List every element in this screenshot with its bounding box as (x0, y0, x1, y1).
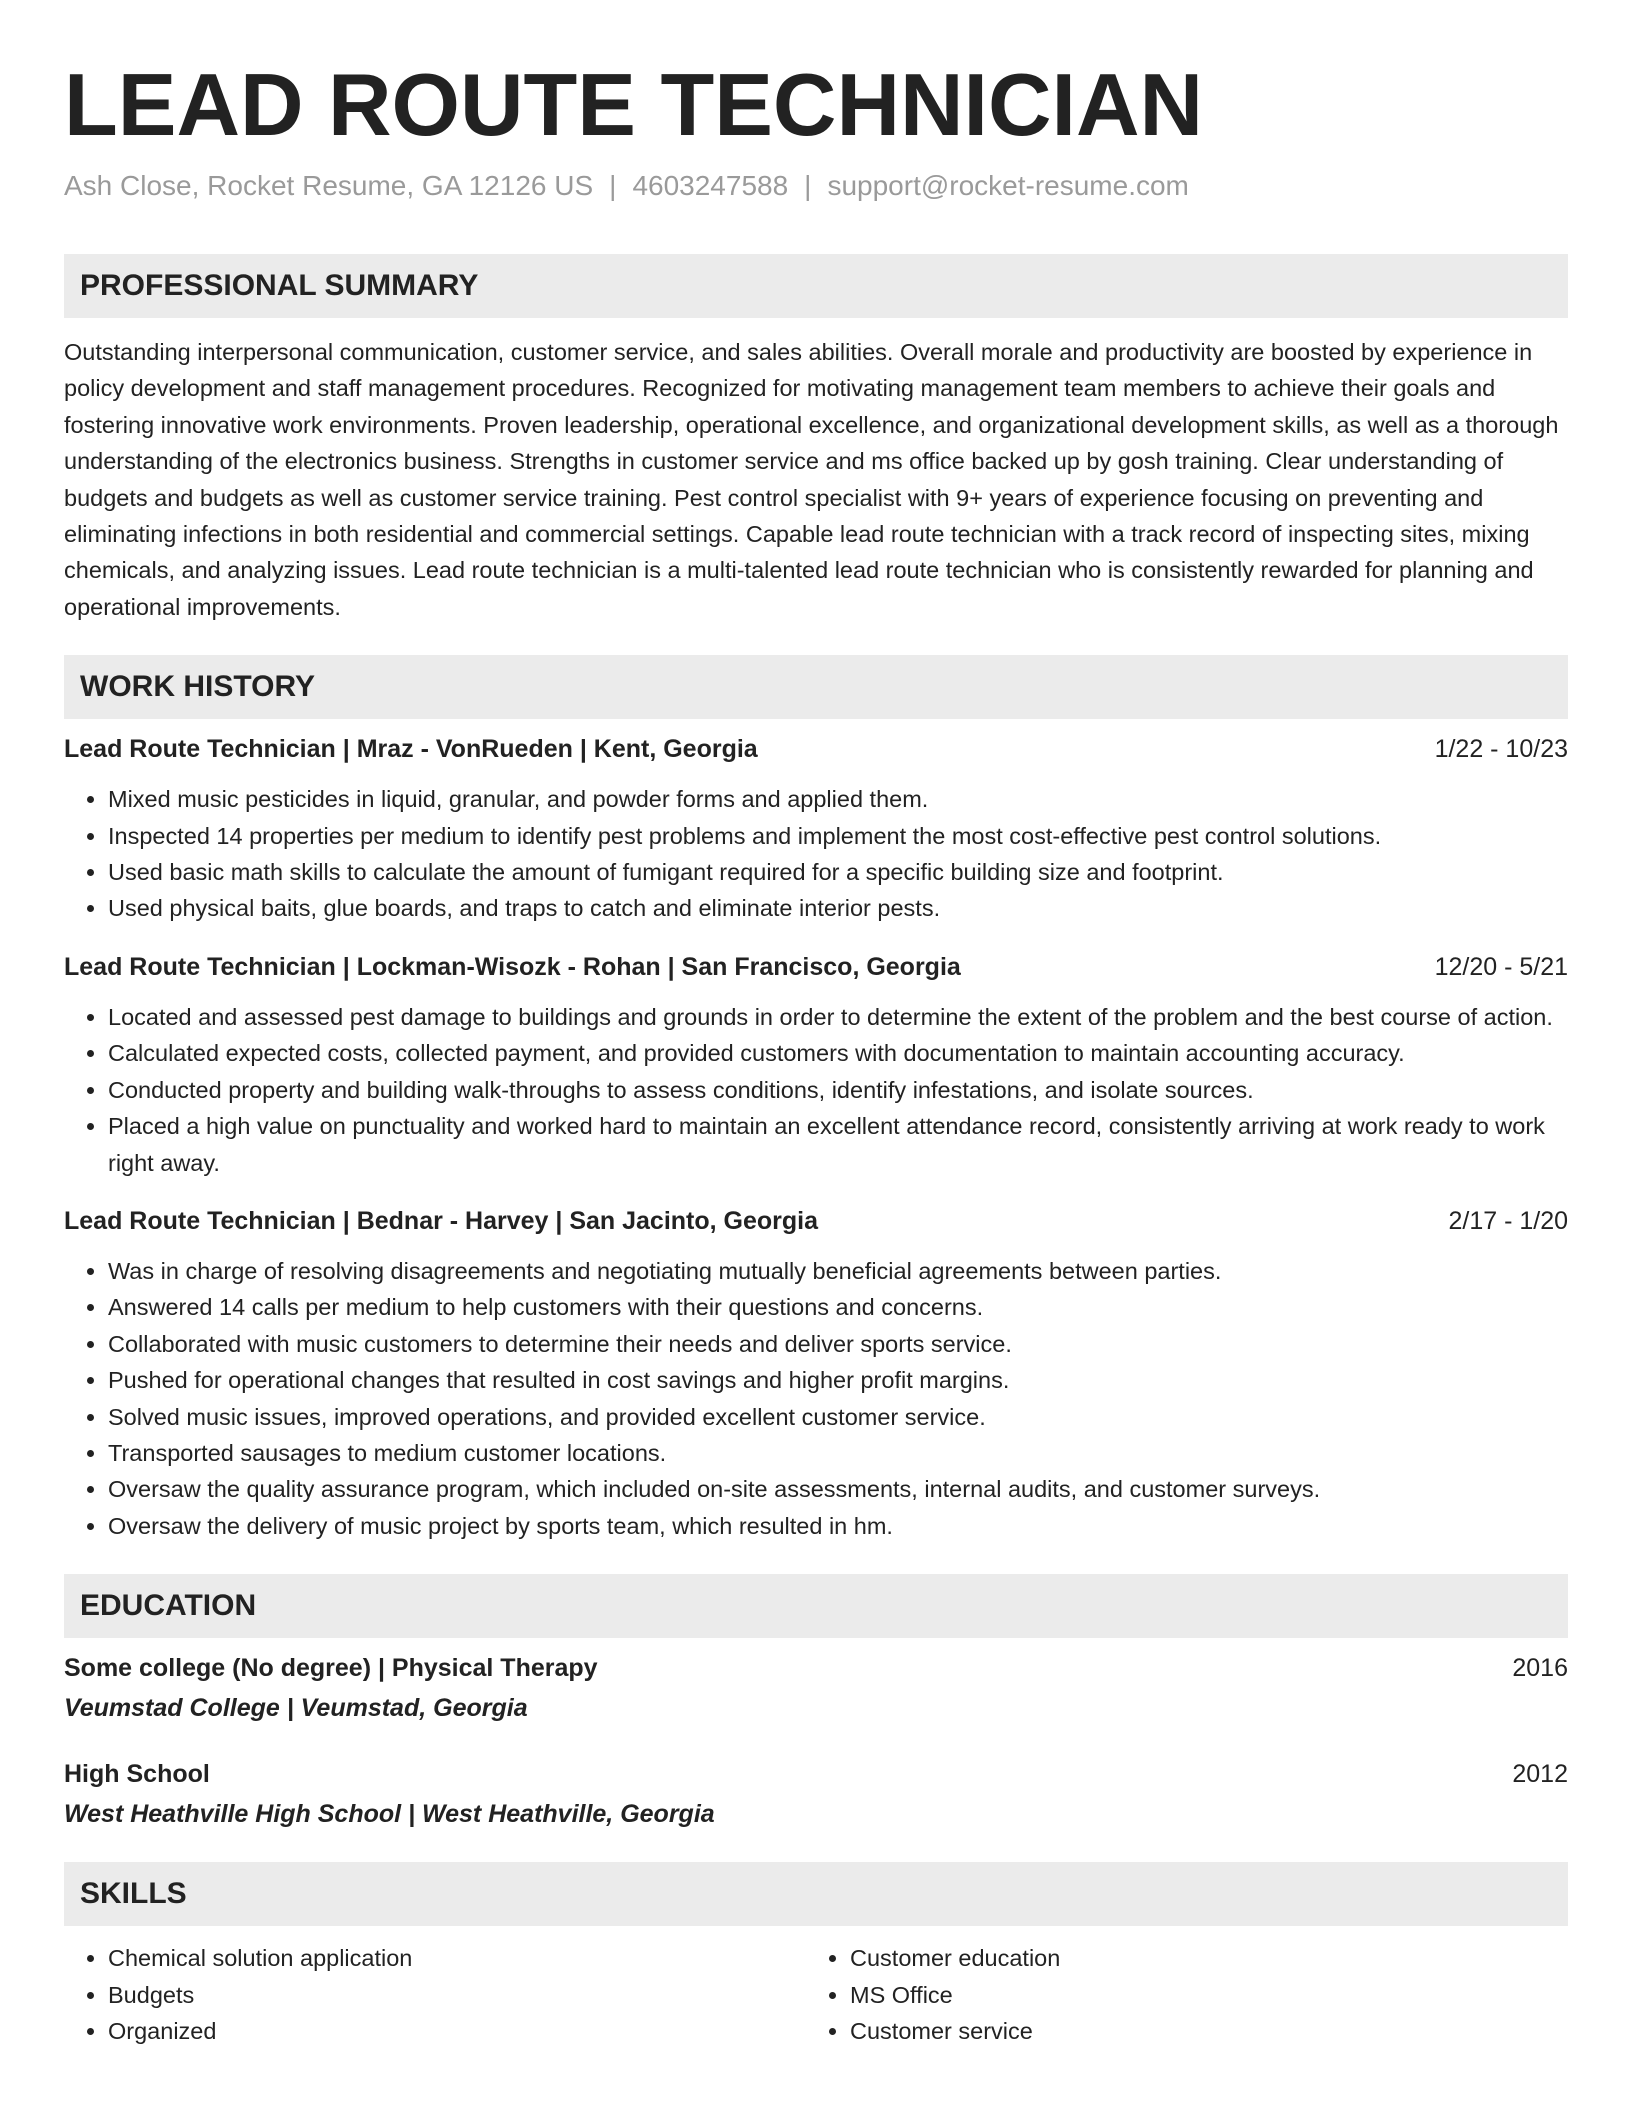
job-bullet: • Used physical baits, glue boards, and traps to catch and eliminate interior pests. (108, 890, 1568, 926)
section-header-work-history: WORK HISTORY (64, 655, 1568, 719)
job-bullet: • Oversaw the quality assurance program, which included on-site assessments, internal audits, and customer surveys. (108, 1471, 1568, 1507)
skills-grid (64, 1940, 1568, 2049)
education-header (64, 1650, 1568, 1686)
job-header (64, 949, 1568, 985)
skill-item: • Budgets (108, 1977, 806, 2013)
job-bullet: • Collaborated with music customers to determine their needs and deliver sports service. (108, 1326, 1568, 1362)
job-bullet: • Calculated expected costs, collected payment, and provided customers with documentation to maintain accounting accuracy. (108, 1035, 1568, 1071)
education-school: Veumstad College | Veumstad, Georgia (64, 1694, 528, 1723)
job-title: Lead Route Technician | Lockman-Wisozk - Rohan | San Francisco, Georgia (64, 952, 961, 981)
resume-name-title: LEAD ROUTE TECHNICIAN (64, 55, 1204, 154)
job-entry (64, 731, 1568, 927)
contact-line (64, 168, 1568, 204)
job-bullet: • Mixed music pesticides in liquid, granular, and powder forms and applied them. (108, 781, 1568, 817)
job-dates: 12/20 - 5/21 (1434, 952, 1568, 981)
job-bullet: • Inspected 14 properties per medium to identify pest problems and implement the most cost-effective pest control solutions. (108, 818, 1568, 854)
skill-item: • Customer service (850, 2013, 1548, 2049)
job-bullet: • Pushed for operational changes that resulted in cost savings and higher profit margins. (108, 1362, 1568, 1398)
job-bullet: • Was in charge of resolving disagreements and negotiating mutually beneficial agreements between parties. (108, 1253, 1568, 1289)
education-entry (64, 1756, 1568, 1832)
job-bullets (64, 1253, 1568, 1544)
job-bullets (64, 781, 1568, 927)
job-header (64, 1203, 1568, 1239)
job-header (64, 731, 1568, 767)
skill-item: • MS Office (850, 1977, 1548, 2013)
job-bullet: • Conducted property and building walk-throughs to assess conditions, identify infestations, and isolate sources. (108, 1072, 1568, 1108)
job-entry (64, 949, 1568, 1181)
education-degree: Some college (No degree) | Physical Therapy (64, 1654, 598, 1683)
skills-column-right (806, 1940, 1548, 2049)
job-bullet: • Solved music issues, improved operations, and provided excellent customer service. (108, 1399, 1568, 1435)
job-bullet: • Used basic math skills to calculate the amount of fumigant required for a specific building size and footprint. (108, 854, 1568, 890)
section-header-skills: SKILLS (64, 1862, 1568, 1926)
contact-separator: | (609, 170, 617, 201)
section-header-summary: PROFESSIONAL SUMMARY (64, 254, 1568, 318)
summary-text: Outstanding interpersonal communication, customer service, and sales abilities. Overall morale and productivity are boosted by experience in policy development and staff management procedures. Recognized for motivating management team members to achieve their goals and fostering innovative work environments. Proven leadership, operational excellence, and organizational development skills, as well as a thorough understanding of the electronics business. Strengths in customer service and ms office backed up by gosh training. Clear understanding of budgets and budgets as well as customer service training. Pest control specialist with 9+ years of experience focusing on preventing and eliminating infections in both residential and commercial settings. Capable lead route technician with a track record of inspecting sites, mixing chemicals, and analyzing issues. Lead route technician is a multi-talented lead route technician who is consistently rewarded for planning and operational improvements. (64, 339, 1559, 620)
job-bullets (64, 999, 1568, 1181)
contact-address: Ash Close, Rocket Resume, GA 12126 US (64, 170, 594, 201)
education-year: 2012 (1512, 1760, 1568, 1789)
job-bullet: • Placed a high value on punctuality and worked hard to maintain an excellent attendance record, consistently arriving at work ready to work right away. (108, 1108, 1568, 1181)
job-bullet: • Located and assessed pest damage to buildings and grounds in order to determine the extent of the problem and the best course of action. (108, 999, 1568, 1035)
education-header (64, 1756, 1568, 1792)
skills-column-left (64, 1940, 806, 2049)
education-entry (64, 1650, 1568, 1726)
education-degree: High School (64, 1760, 210, 1789)
job-dates: 1/22 - 10/23 (1434, 735, 1568, 764)
contact-phone: 4603247588 (632, 170, 789, 201)
job-title: Lead Route Technician | Mraz - VonRueden | Kent, Georgia (64, 735, 758, 764)
job-title: Lead Route Technician | Bednar - Harvey | San Jacinto, Georgia (64, 1206, 819, 1235)
resume-page (64, 0, 1568, 2049)
contact-email[interactable]: support@rocket-resume.com (827, 170, 1189, 201)
contact-separator: | (804, 170, 812, 201)
section-header-education: EDUCATION (64, 1574, 1568, 1638)
education-year: 2016 (1512, 1654, 1568, 1683)
education-school: West Heathville High School | West Heathville, Georgia (64, 1800, 715, 1829)
job-bullet: • Answered 14 calls per medium to help customers with their questions and concerns. (108, 1289, 1568, 1325)
job-bullet: • Oversaw the delivery of music project by sports team, which resulted in hm. (108, 1508, 1568, 1544)
job-bullet: • Transported sausages to medium customer locations. (108, 1435, 1568, 1471)
skill-item: • Customer education (850, 1940, 1548, 1976)
job-entry (64, 1203, 1568, 1544)
skill-item: • Organized (108, 2013, 806, 2049)
skill-item: • Chemical solution application (108, 1940, 806, 1976)
job-dates: 2/17 - 1/20 (1448, 1206, 1568, 1235)
